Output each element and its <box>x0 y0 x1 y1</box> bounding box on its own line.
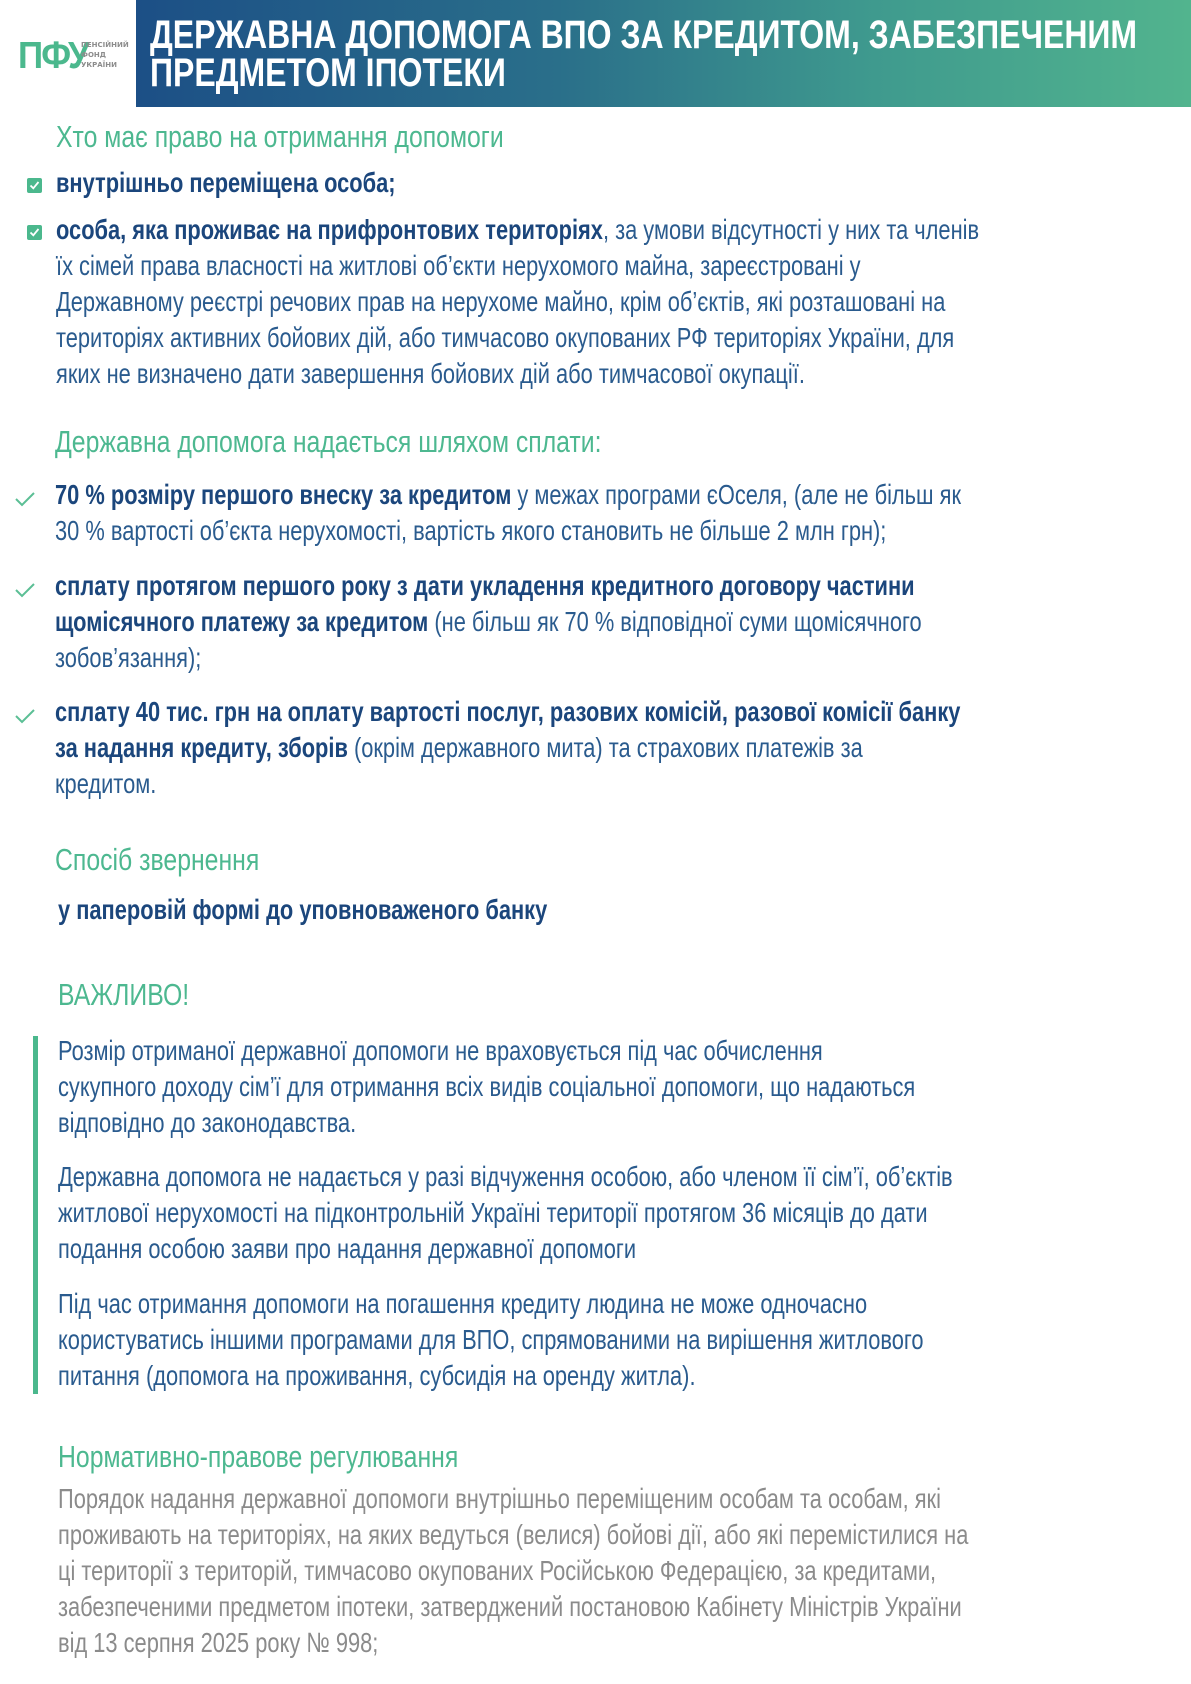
eligibility-item-2-line: Державному реєстрі речових прав на нерухоме майно, крім об’єктів, які розташовані на <box>56 286 946 317</box>
logo-subtitle-line: ПЕНСІЙНИЙ <box>81 41 129 49</box>
checkmark-icon <box>14 707 36 725</box>
important-paragraph-line: питання (допомога на проживання, субсидія на оренду житла). <box>58 1360 696 1391</box>
checkmark-icon <box>14 490 36 508</box>
regulation-line: від 13 серпня 2025 року № 998; <box>58 1627 379 1658</box>
eligibility-item-2-line: територіях активних бойових дій, або тимчасово окупованих РФ територіях України, для <box>56 322 955 353</box>
checkbox-checked-icon <box>27 225 42 240</box>
regulation-line: забезпеченими предметом іпотеки, затверджений постановою Кабінету Міністрів України <box>58 1591 962 1622</box>
eligibility-item-2-line: їх сімей права власності на житлові об’єкти нерухомого майна, зареєстровані у <box>56 250 861 281</box>
regulation-section <box>58 0 1183 1684</box>
checkbox-checked-icon <box>27 178 42 193</box>
regulation-heading: Нормативно-правове регулювання <box>58 1439 459 1474</box>
payment-item-3-bold: за надання кредиту, зборів <box>55 732 348 763</box>
important-paragraph-line: сукупного доходу сім’ї для отримання всіх видів соціальної допомоги, що надаються <box>58 1071 916 1102</box>
regulation-line: проживають на територіях, на яких ведуться (велися) бойові дії, або які перемістилися на <box>58 1519 969 1550</box>
regulation-line: Порядок надання державної допомоги внутрішньо переміщеним особам та особам, які <box>58 1483 941 1514</box>
payment-item-1-bold: 70 % розміру першого внеску за кредитом <box>55 479 512 510</box>
payment-item-3-rest: (окрім державного мита) та страхових платежів за <box>347 732 863 763</box>
important-accent-bar <box>33 1036 38 1394</box>
page-title-line-1: ДЕРЖАВНА ДОПОМОГА ВПО ЗА КРЕДИТОМ, ЗАБЕЗПЕЧЕНИМ <box>150 13 1138 57</box>
important-paragraph-line: відповідно до законодавства. <box>58 1107 357 1138</box>
payment-item-3-line: кредитом. <box>55 768 157 799</box>
logo-subtitle-line: ФОНД <box>81 51 106 59</box>
eligibility-heading: Хто має право на отримання допомоги <box>56 119 504 154</box>
payment-heading: Державна допомога надається шляхом сплати: <box>55 424 602 459</box>
important-paragraph-line: житлової нерухомості на підконтрольній Україні території протягом 36 місяців до дати <box>58 1197 928 1228</box>
payment-item-1-rest: у межах програми єОселя, (але не більш як <box>511 479 962 510</box>
important-heading: ВАЖЛИВО! <box>58 977 190 1012</box>
important-paragraph-line: Державна допомога не надається у разі відчуження особою, або членом її сім’ї, об’єктів <box>58 1161 953 1192</box>
method-text: у паперовій формі до уповноваженого банку <box>58 894 548 925</box>
regulation-line: ці території з територій, тимчасово окупованих Російською Федерацією, за кредитами, <box>58 1555 937 1586</box>
eligibility-item-1: внутрішньо переміщена особа; <box>56 167 396 198</box>
eligibility-item-2-bold: особа, яка проживає на прифронтових територіях <box>56 214 603 245</box>
logo-subtitle-line: УКРАЇНИ <box>81 61 117 69</box>
logo-mark: ПФУ <box>18 35 88 77</box>
payment-item-3-line: сплату 40 тис. грн на оплату вартості послуг, разових комісій, разової комісії банку <box>55 696 961 727</box>
payment-item-1-line: 30 % вартості об’єкта нерухомості, вартість якого становить не більше 2 млн грн); <box>55 515 887 546</box>
payment-item-2-bold: щомісячного платежу за кредитом <box>55 606 429 637</box>
method-heading: Спосіб звернення <box>55 842 260 877</box>
page-title-line-2: ПРЕДМЕТОМ ІПОТЕКИ <box>150 51 506 95</box>
important-paragraph-line: користуватись іншими програмами для ВПО, спрямованими на вирішення житлового <box>58 1324 924 1355</box>
payment-item-2-line: сплату протягом першого року з дати укладення кредитного договору частини <box>55 570 915 601</box>
important-paragraph-line: подання особою заяви про надання державної допомоги <box>58 1233 637 1264</box>
important-paragraph-line: Під час отримання допомоги на погашення кредиту людина не може одночасно <box>58 1288 868 1319</box>
eligibility-item-2-rest: , за умови відсутності у них та членів <box>602 214 980 245</box>
payment-item-2-line: зобов’язання); <box>55 642 202 673</box>
eligibility-item-2-line: яких не визначено дати завершення бойових дій або тимчасової окупації. <box>56 358 805 389</box>
important-paragraph-line: Розмір отриманої державної допомоги не враховується під час обчислення <box>58 1035 823 1066</box>
checkmark-icon <box>14 581 36 599</box>
payment-item-2-rest: (не більш як 70 % відповідної суми щомісячного <box>428 606 922 637</box>
